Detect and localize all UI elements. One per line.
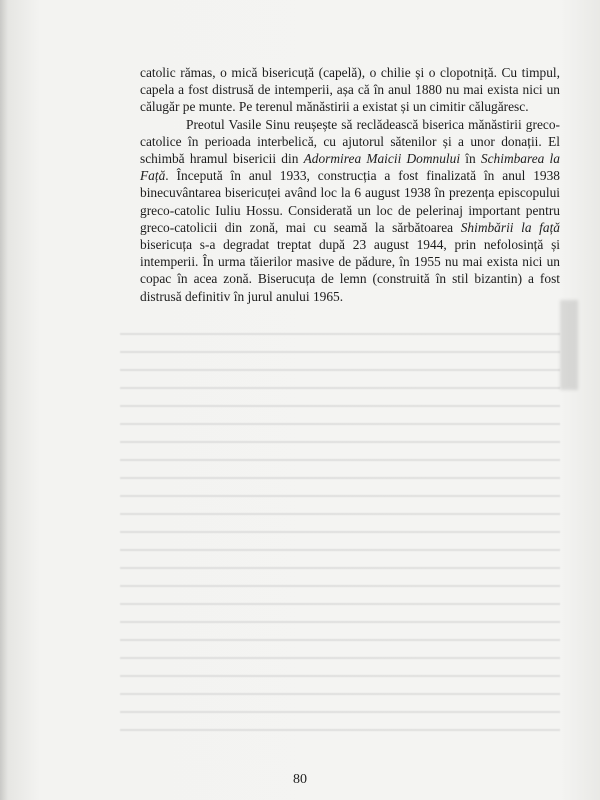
hram-old-italic: Adormirea Maicii Domnului xyxy=(303,151,461,167)
paragraph-2-part-1: Preotul Vasile Sinu reușește să reclădească biserica mănăstirii greco-catolice în perioada interbelică, cu ajutorul sătenilor și a unor donații. El schimbă hramul bisericii din xyxy=(140,116,560,167)
paragraph-1-text: catolic rămas, o mică bisericuță (capelă), o chilie și o clopotniță. Cu timpul, capela a fost distrusă de intemperii, așa că în anul 1880 nu mai exista nici un călugăr pe munte. Pe terenul mănăstirii a existat și un cimitir călugăresc. xyxy=(140,65,560,115)
paragraph-2-part-4: bisericuța s-a degradat treptat după 23 august 1944, prin nefolosință și intemperii. În urma tăierilor masive de pădure, în 1955 nu mai exista nici un copac în acea zonă. Biserucuța de lemn (construită în stil bizantin) a fost distrusă definitiv în jurul anului 1965. xyxy=(140,237,560,304)
paragraph-2-part-2: în xyxy=(460,151,481,167)
hram-new-italic: Schimbarea la Față xyxy=(140,151,560,184)
bleed-through-text xyxy=(120,322,560,742)
paragraph-2-part-3: . Începută în anul 1933, construcția a fost finalizată în anul 1938 binecuvântarea bisericuței având loc la 6 august 1938 în prezența episcopului greco-catolic Iuliu Hossu. Considerată un loc de pelerinaj important pentru greco-catolicii din zonă, mai cu seamă la sărbătoarea xyxy=(140,168,560,235)
page-number: 80 xyxy=(293,772,307,787)
feast-italic: Shimbării la față xyxy=(460,219,560,235)
paragraph-1 xyxy=(140,64,560,116)
body-text xyxy=(140,64,560,305)
page-edge-shadow xyxy=(560,300,578,390)
paragraph-2 xyxy=(140,116,560,305)
